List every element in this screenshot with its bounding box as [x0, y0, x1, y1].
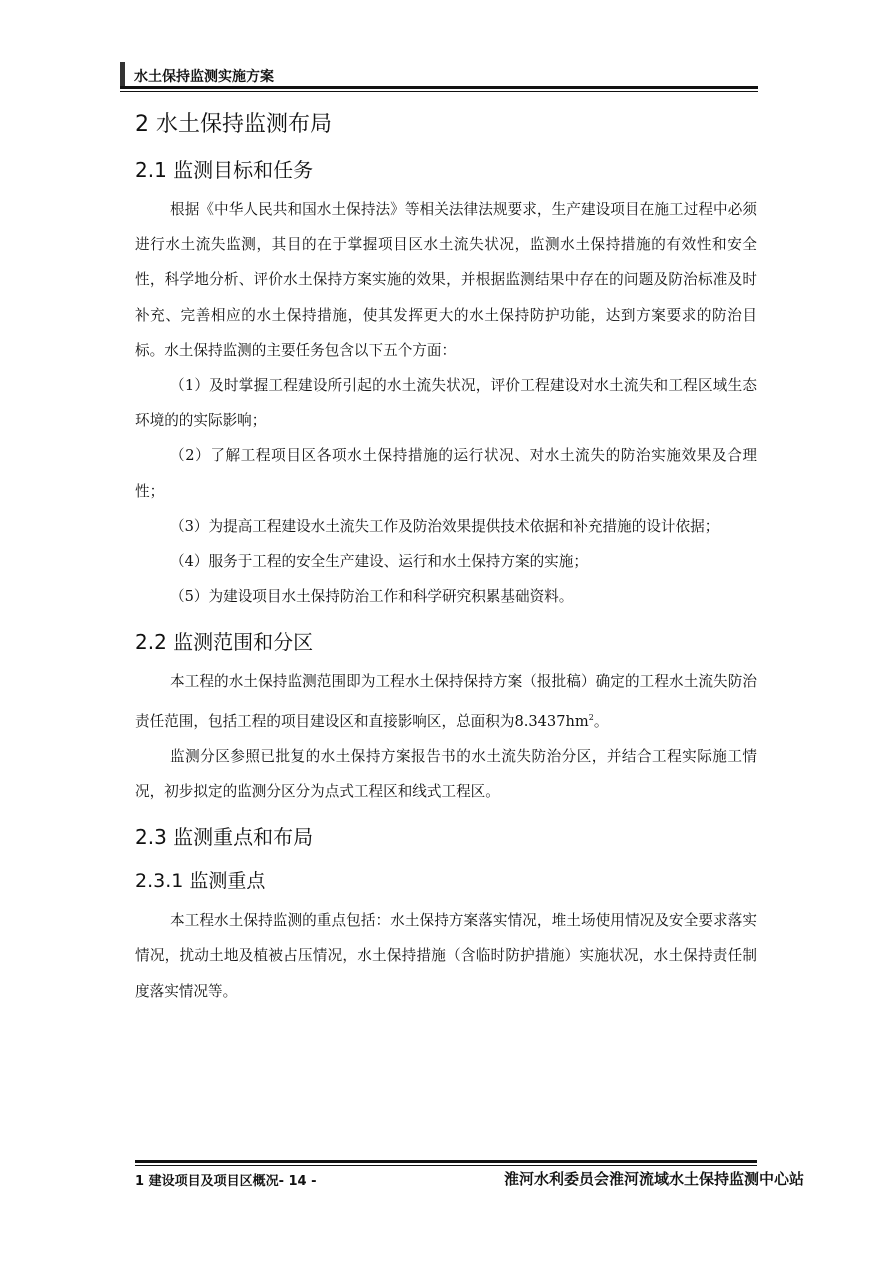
footer-rule-thin	[135, 1165, 757, 1166]
task-item-5: （5）为建设项目水土保持防治工作和科学研究积累基础资料。	[170, 588, 574, 606]
section-2-1-intro: 根据《中华人民共和国水土保持法》等相关法律法规要求，生产建设项目在施工过程中必须进行水土流失监测，其目的在于掌握项目区水土流失状况，监测水土保持措施的有效性和安全性，科学地分析、评价水土保持方案实施的效果，并根据监测结果中存在的问题及防治标准及时补充、完善相应的水土保持措施，使其发挥更大的水土保持防护功能，达到方案要求的防治目标。水土保持监测的主要任务包含以下五个方面：	[135, 201, 757, 359]
header-title: 水土保持监测实施方案	[134, 69, 274, 85]
chapter-title: 水土保持监测布局	[156, 112, 333, 137]
section-2-2-para-1	[135, 664, 757, 738]
scope-text-end: 。	[593, 712, 609, 730]
header-rule-thick	[120, 86, 758, 89]
task-item-1: （1）及时掌握工程建设所引起的水土流失状况，评价工程建设对水土流失和工程区域生态环境的的实际影响；	[135, 377, 757, 430]
footer-rule-thick	[135, 1160, 757, 1163]
area-unit-superscript: 2	[588, 712, 594, 722]
section-2-3-1-para: 本工程水土保持监测的重点包括：水土保持方案落实情况，堆土场使用情况及安全要求落实情况，扰动土地及植被占压情况，水土保持措施（含临时防护措施）实施状况，水土保持责任制度落实情况等。	[135, 912, 757, 1000]
task-item-4: （4）服务于工程的安全生产建设、运行和水土保持方案的实施；	[170, 553, 588, 571]
chapter-heading	[135, 102, 757, 148]
footer-page-info: 1 建设项目及项目区概况- 14 -	[135, 1174, 317, 1189]
section-heading-2-2: 2.2 监测范围和分区	[135, 630, 314, 655]
section-heading-2-1: 2.1 监测目标和任务	[135, 158, 314, 182]
footer-organization: 淮河水利委员会淮河流域水土保持监测中心站	[503, 1170, 804, 1188]
task-item-3: （3）为提高工程建设水土流失工作及防治效果提供技术依据和补充措施的设计依据；	[170, 517, 720, 535]
scope-text: 本工程的水土保持监测范围即为工程水土保持保持方案（报批稿）确定的工程水土流失防治责任范围，包括工程的项目建设区和直接影响区，总面积为8.3437hm	[135, 673, 757, 730]
header-accent-bar	[120, 62, 125, 88]
page-content	[135, 102, 757, 1009]
chapter-number: 2	[135, 112, 149, 137]
subsection-heading-2-3-1: 2.3.1 监测重点	[135, 870, 266, 893]
section-heading-2-3: 2.3 监测重点和布局	[135, 825, 314, 850]
header-rule-thin	[120, 91, 758, 92]
page-header	[120, 62, 758, 92]
task-item-2: （2）了解工程项目区各项水土保持措施的运行状况、对水土流失的防治实施效果及合理性；	[135, 447, 757, 500]
section-2-2-para-2: 监测分区参照已批复的水土保持方案报告书的水土流失防治分区，并结合工程实际施工情况，初步拟定的监测分区分为点式工程区和线式工程区。	[135, 747, 757, 800]
